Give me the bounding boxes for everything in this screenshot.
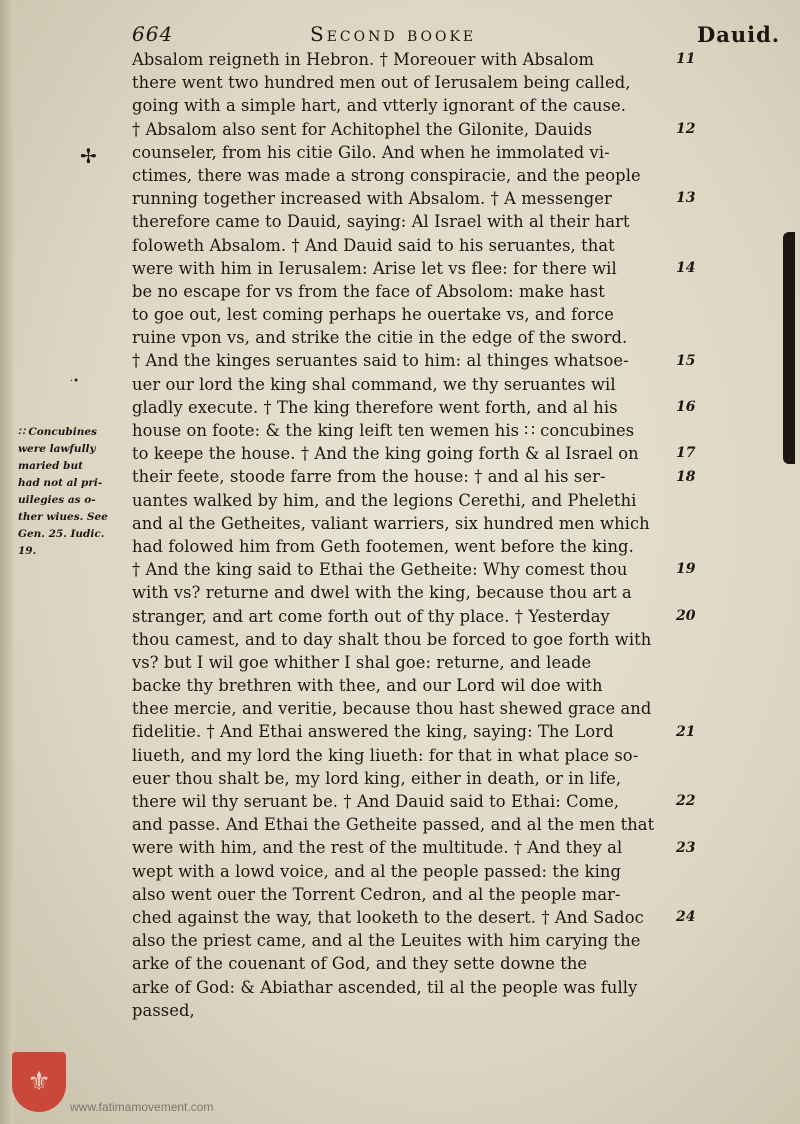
main-text-column (132, 48, 672, 1022)
text-line: arke of the couenant of God, and they sette downe the (132, 954, 588, 974)
text-line: their feete, stoode farre from the house: † and al his ser- (132, 467, 606, 487)
verse-number: 12 (676, 120, 696, 137)
margin-note-line: Gen. 25. Iudic. (18, 528, 105, 540)
verse-number: 11 (676, 51, 696, 67)
text-line: house on foote: & the king leift ten wemen his ∷ concubines (132, 421, 635, 440)
verse-number: 24 (676, 909, 696, 926)
publisher-logo-icon: ⚜ (12, 1052, 66, 1112)
margin-note-line: ther wiues. See (18, 511, 108, 523)
verse-number: 20 (676, 607, 696, 624)
margin-note-line: had not al pri- (18, 477, 103, 489)
text-line: were with him in Ierusalem: Arise let vs flee: for there wil (132, 258, 617, 278)
verse-number: 19 (676, 561, 696, 578)
text-line: had folowed him from Geth footemen, went before the king. (132, 536, 634, 556)
text-line: passed, (132, 1000, 195, 1020)
footer-url[interactable]: www.fatimamovement.com (70, 1100, 214, 1114)
small-mark-icon: ·• (70, 376, 80, 387)
text-line: uer our lord the king shal command, we thy seruantes wil (132, 374, 616, 394)
book-title: Second booke (310, 22, 477, 46)
ornament-mark-icon: ✢ (80, 144, 97, 168)
text-line: were with him, and the rest of the multitude. † And they al (132, 838, 623, 858)
text-line: † And the king said to Ethai the Getheite: Why comest thou (132, 560, 628, 580)
text-line: to keepe the house. † And the king going forth & al Israel on (132, 444, 639, 464)
text-line: thou camest, and to day shalt thou be forced to goe forth with (132, 629, 652, 649)
verse-number: 21 (676, 723, 696, 740)
margin-note-line: uilegies as o- (18, 494, 96, 506)
verse-number: 13 (676, 190, 696, 207)
text-line: also went ouer the Torrent Cedron, and al the people mar- (132, 884, 621, 904)
text-line: uantes walked by him, and the legions Cerethi, and Phelethi (132, 490, 637, 510)
text-line: † Absalom also sent for Achitophel the Gilonite, Dauids (132, 119, 593, 139)
text-line: therefore came to Dauid, saying: Al Israel with al their hart (132, 212, 630, 232)
text-line: there wil thy seruant be. † And Dauid said to Ethai: Come, (132, 792, 620, 811)
page-number: 664 (132, 22, 174, 46)
margin-note-line: were lawfully (18, 443, 96, 455)
text-line: and passe. And Ethai the Getheite passed, and al the men that (132, 815, 655, 835)
text-line: be no escape for vs from the face of Absolom: make hast (132, 281, 605, 301)
page-header (132, 18, 781, 48)
text-line: thee mercie, and veritie, because thou hast shewed grace and (132, 699, 652, 719)
text-line: to goe out, lest coming perhaps he ouertake vs, and force (132, 305, 614, 325)
page-edge-tab (783, 232, 795, 464)
margin-note-line: 19. (18, 545, 37, 557)
running-head: Dauid. (697, 22, 781, 47)
verse-number: 18 (676, 468, 696, 485)
text-line: counseler, from his citie Gilo. And when he immolated vi- (132, 142, 610, 162)
text-line: arke of God: & Abiathar ascended, til al the people was fully (132, 977, 638, 997)
text-line: wept with a lowd voice, and al the people passed: the king (132, 861, 621, 881)
verse-number: 14 (676, 259, 696, 276)
text-line: also the priest came, and al the Leuites with him carying the (132, 931, 641, 951)
text-line: vs? but I wil goe whither I shal goe: returne, and leade (132, 652, 592, 672)
text-line: running together increased with Absalom. † A messenger (132, 189, 612, 209)
margin-note-line: maried but (18, 460, 83, 472)
verse-number: 16 (676, 399, 696, 415)
text-line: gladly execute. † The king therefore went forth, and al his (132, 397, 618, 417)
text-line: liueth, and my lord the king liueth: for that in what place so- (132, 745, 639, 765)
page-binding-edge (0, 0, 14, 1124)
margin-annotation (18, 424, 132, 560)
text-line: Absalom reigneth in Hebron. † Moreouer with Absalom (132, 50, 595, 69)
text-line: † And the kinges seruantes said to him: al thinges whatsoe- (132, 351, 629, 371)
text-line: backe thy brethren with thee, and our Lord wil doe with (132, 676, 603, 696)
text-line: and al the Getheites, valiant warriers, six hundred men which (132, 513, 650, 533)
margin-note-line: ∷ Concubines (18, 426, 97, 438)
text-line: fidelitie. † And Ethai answered the king, saying: The Lord (132, 722, 614, 742)
text-line: foloweth Absalom. † And Dauid said to his seruantes, that (132, 235, 615, 255)
text-line: ctimes, there was made a strong conspiracie, and the people (132, 165, 641, 185)
text-line: there went two hundred men out of Ierusalem being called, (132, 73, 631, 93)
text-line: with vs? returne and dwel with the king, because thou art a (132, 583, 632, 603)
text-line: ched against the way, that looketh to the desert. † And Sadoc (132, 907, 644, 927)
text-line: ruine vpon vs, and strike the citie in the edge of the sword. (132, 328, 628, 348)
text-line: euer thou shalt be, my lord king, either in death, or in life, (132, 768, 622, 788)
text-line: going with a simple hart, and vtterly ignorant of the cause. (132, 96, 627, 116)
verse-number: 23 (676, 839, 696, 856)
verse-number: 15 (676, 352, 696, 369)
verse-number: 22 (676, 793, 696, 810)
verse-number: 17 (676, 445, 696, 462)
text-line: stranger, and art come forth out of thy place. † Yesterday (132, 606, 610, 626)
